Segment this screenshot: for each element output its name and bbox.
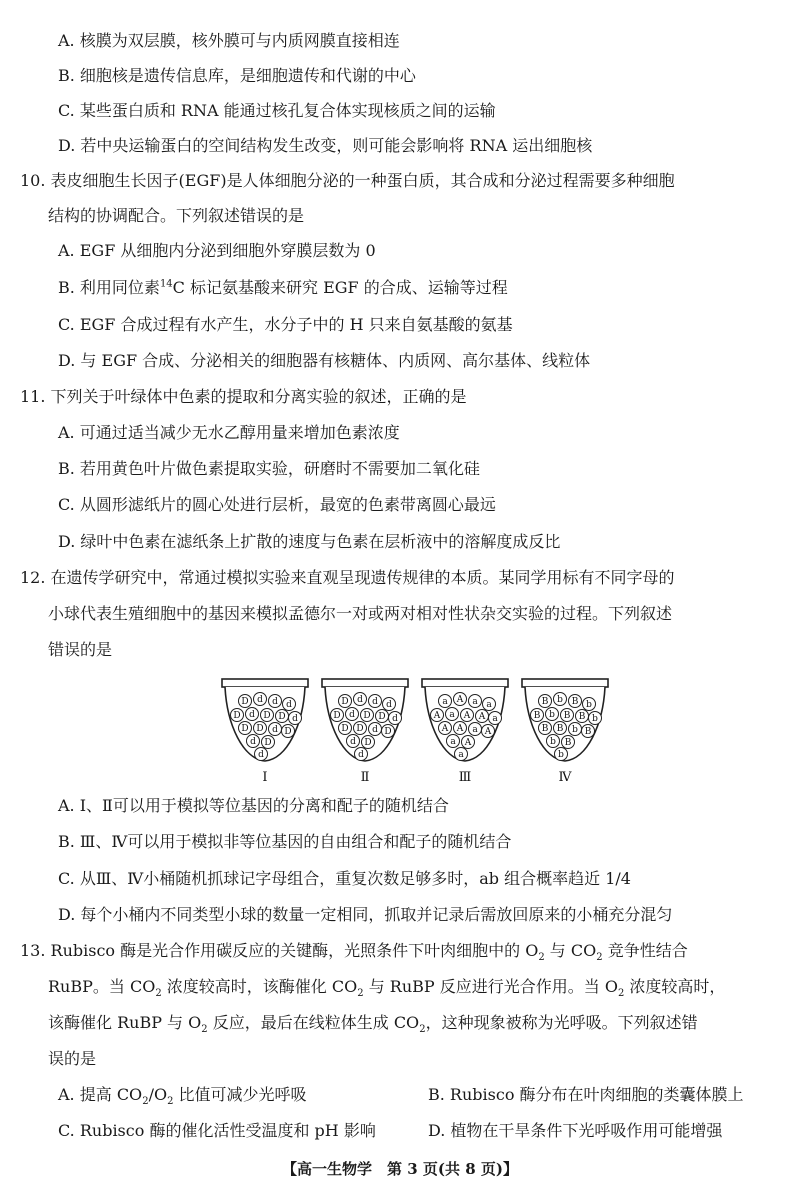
subscript-2: 2 <box>538 952 545 964</box>
q10-option-b-pre: B. 利用同位素 <box>58 278 160 297</box>
q13-stem-line1 <box>20 941 688 964</box>
q13-option-c: C. Rubisco 酶的催化活性受温度和 pH 影响 <box>58 1121 376 1140</box>
q11-option-a: A. 可通过适当减少无水乙醇用量来增加色素浓度 <box>58 423 400 442</box>
ball-label: B <box>541 697 549 708</box>
ball-label: D <box>278 712 286 723</box>
bucket-label: Ⅱ <box>360 770 370 785</box>
ball-label: d <box>286 700 292 711</box>
ball-label: D <box>241 697 249 708</box>
ball-label: a <box>449 710 455 721</box>
q13-option-a <box>58 1085 307 1108</box>
q12-stem-line2: 小球代表生殖细胞中的基因来模拟孟德尔一对或两对相对性状杂交实验的过程。下列叙述 <box>48 604 673 623</box>
q13-stem-line4: 误的是 <box>48 1049 97 1068</box>
q13-option-b: B. Rubisco 酶分布在叶肉细胞的类囊体膜上 <box>428 1085 744 1104</box>
ball-label: A <box>463 711 471 722</box>
page-footer: 【高一生物学 第 3 页(共 8 页)】 <box>282 1160 518 1178</box>
ball-label: B <box>584 727 592 738</box>
ball-label: A <box>484 727 492 738</box>
bucket-label: Ⅰ <box>262 770 268 785</box>
q13-stem-line2 <box>48 977 726 1000</box>
q13-l1-c: 竞争性结合 <box>602 941 688 960</box>
ball-label: D <box>264 738 272 749</box>
ball-label: d <box>386 700 392 711</box>
ball-label: D <box>364 738 372 749</box>
ball-label: d <box>350 737 356 748</box>
subscript-2: 2 <box>596 952 603 964</box>
ball-label: a <box>450 737 456 748</box>
bucket <box>222 679 308 785</box>
ball-label: D <box>284 727 292 738</box>
ball-label: d <box>250 737 256 748</box>
q11-option-c: C. 从圆形滤纸片的圆心处进行层析，最宽的色素带离圆心最远 <box>58 495 496 514</box>
q12-option-d: D. 每个小桶内不同类型小球的数量一定相同，抓取并记录后需放回原来的小桶充分混匀 <box>58 905 673 924</box>
ball-label: D <box>378 712 386 723</box>
ball-label: B <box>533 711 541 722</box>
q13-option-a-pre: A. 提高 CO <box>58 1085 143 1104</box>
q9-option-b: B. 细胞核是遗传信息库，是细胞遗传和代谢的中心 <box>58 66 416 85</box>
bucket-rim <box>322 679 408 687</box>
q10-option-c: C. EGF 合成过程有水产生，水分子中的 H 只来自氨基酸的氨基 <box>58 315 513 334</box>
q10-option-b-post: C 标记氨基酸来研究 EGF 的合成、运输等过程 <box>172 278 508 297</box>
ball-label: A <box>456 724 464 735</box>
ball-label: A <box>464 738 472 749</box>
ball-label: b <box>592 714 598 725</box>
ball-label: d <box>257 695 263 706</box>
ball-label: D <box>241 724 249 735</box>
bucket <box>422 679 508 785</box>
ball-label: d <box>272 697 278 708</box>
q9-option-a: A. 核膜为双层膜，核外膜可与内质网膜直接相连 <box>58 31 400 50</box>
bucket-rim <box>422 679 508 687</box>
ball-label: a <box>442 697 448 708</box>
ball-label: B <box>564 738 572 749</box>
ball-label: D <box>341 697 349 708</box>
ball-label: d <box>372 697 378 708</box>
q13-l2-b: 浓度较高时，该酶催化 CO <box>161 977 358 996</box>
q11-option-b: B. 若用黄色叶片做色素提取实验，研磨时不需要加二氧化硅 <box>58 459 480 478</box>
q10-option-a: A. EGF 从细胞内分泌到细胞外穿膜层数为 0 <box>58 241 376 260</box>
ball-label: A <box>441 724 449 735</box>
ball-label: D <box>363 711 371 722</box>
ball-label: b <box>572 725 578 736</box>
bucket-rim <box>522 679 608 687</box>
ball-label: d <box>272 725 278 736</box>
ball-label: a <box>486 700 492 711</box>
q12-stem-line1: 12. 在遗传学研究中，常通过模拟实验来直观呈现遗传规律的本质。某同学用标有不同字母的 <box>20 568 675 587</box>
ball-label: D <box>356 724 364 735</box>
ball-label: D <box>384 727 392 738</box>
ball-label: d <box>372 725 378 736</box>
subscript-2: 2 <box>155 988 162 1000</box>
ball-label: a <box>492 714 498 725</box>
q13-option-a-post: 比值可减少光呼吸 <box>173 1085 307 1104</box>
subscript-2: 2 <box>419 1024 426 1036</box>
bucket <box>522 679 608 785</box>
bucket-label: Ⅲ <box>458 770 472 785</box>
q10-stem-line2: 结构的协调配合。下列叙述错误的是 <box>48 206 305 225</box>
q12-option-c: C. 从Ⅲ、Ⅳ小桶随机抓球记字母组合，重复次数足够多时，ab 组合概率趋近 1/4 <box>58 869 631 888</box>
q9-option-d: D. 若中央运输蛋白的空间结构发生改变，则可能会影响将 RNA 运出细胞核 <box>58 136 593 155</box>
q11-stem: 11. 下列关于叶绿体中色素的提取和分离实验的叙述，正确的是 <box>20 387 467 406</box>
q13-stem-line3 <box>48 1013 698 1036</box>
q13-l1-b: 与 CO <box>544 941 597 960</box>
ball-label: D <box>233 711 241 722</box>
q12-option-b: B. Ⅲ、Ⅳ可以用于模拟非等位基因的自由组合和配子的随机结合 <box>58 832 512 851</box>
ball-label: b <box>558 750 564 761</box>
bucket-rim <box>222 679 308 687</box>
q13-l2-d: 浓度较高时， <box>624 977 726 996</box>
ball-label: d <box>258 750 264 761</box>
q13-l2-a: RuBP。当 CO <box>48 977 156 996</box>
ball-label: D <box>333 711 341 722</box>
q13-option-a-mid: /O <box>148 1085 168 1104</box>
ball-label: D <box>341 724 349 735</box>
q10-option-d: D. 与 EGF 合成、分泌相关的细胞器有核糖体、内质网、高尔基体、线粒体 <box>58 351 591 370</box>
ball-label: b <box>557 695 563 706</box>
subscript-2: 2 <box>142 1096 149 1108</box>
ball-label: A <box>456 695 464 706</box>
ball-label: b <box>550 737 556 748</box>
ball-label: d <box>349 710 355 721</box>
ball-label: a <box>472 725 478 736</box>
ball-label: d <box>357 695 363 706</box>
ball-label: A <box>478 712 486 723</box>
ball-label: d <box>292 714 298 725</box>
beaker-figure <box>215 675 615 787</box>
q10-stem-line1: 10. 表皮细胞生长因子(EGF)是人体细胞分泌的一种蛋白质，其合成和分泌过程需要多种细胞 <box>20 171 675 190</box>
ball-label: d <box>249 710 255 721</box>
bucket-label: Ⅳ <box>558 770 572 785</box>
ball-label: A <box>433 711 441 722</box>
ball-label: d <box>392 714 398 725</box>
q9-option-c: C. 某些蛋白质和 RNA 能通过核孔复合体实现核质之间的运输 <box>58 101 496 120</box>
q11-option-d: D. 绿叶中色素在滤纸条上扩散的速度与色素在层析液中的溶解度成反比 <box>58 532 561 551</box>
ball-label: b <box>586 700 592 711</box>
ball-label: d <box>358 750 364 761</box>
ball-label: B <box>578 712 586 723</box>
ball-label: B <box>563 711 571 722</box>
ball-label: B <box>541 724 549 735</box>
ball-label: b <box>549 710 555 721</box>
ball-label: D <box>263 711 271 722</box>
q13-l1-a: 13. Rubisco 酶是光合作用碳反应的关键酶，光照条件下叶肉细胞中的 O <box>20 941 539 960</box>
subscript-2: 2 <box>167 1096 174 1108</box>
q13-l3-c: ，这种现象被称为光呼吸。下列叙述错 <box>425 1013 698 1032</box>
bucket <box>322 679 408 785</box>
q13-option-d: D. 植物在干旱条件下光呼吸作用可能增强 <box>428 1121 723 1140</box>
subscript-2: 2 <box>201 1024 208 1036</box>
ball-label: a <box>472 697 478 708</box>
q13-l3-b: 反应，最后在线粒体生成 CO <box>207 1013 420 1032</box>
q13-l2-c: 与 RuBP 反应进行光合作用。当 O <box>363 977 618 996</box>
ball-label: a <box>458 750 464 761</box>
subscript-2: 2 <box>357 988 364 1000</box>
q12-stem-line3: 错误的是 <box>48 640 113 659</box>
ball-label: D <box>256 724 264 735</box>
ball-label: B <box>571 697 579 708</box>
isotope-mass-number: 14 <box>159 278 173 290</box>
ball-label: B <box>556 724 564 735</box>
q10-option-b <box>58 280 508 296</box>
q13-l3-a: 该酶催化 RuBP 与 O <box>48 1013 202 1032</box>
subscript-2: 2 <box>617 988 625 1000</box>
q12-option-a: A. Ⅰ、Ⅱ可以用于模拟等位基因的分离和配子的随机结合 <box>58 796 449 815</box>
